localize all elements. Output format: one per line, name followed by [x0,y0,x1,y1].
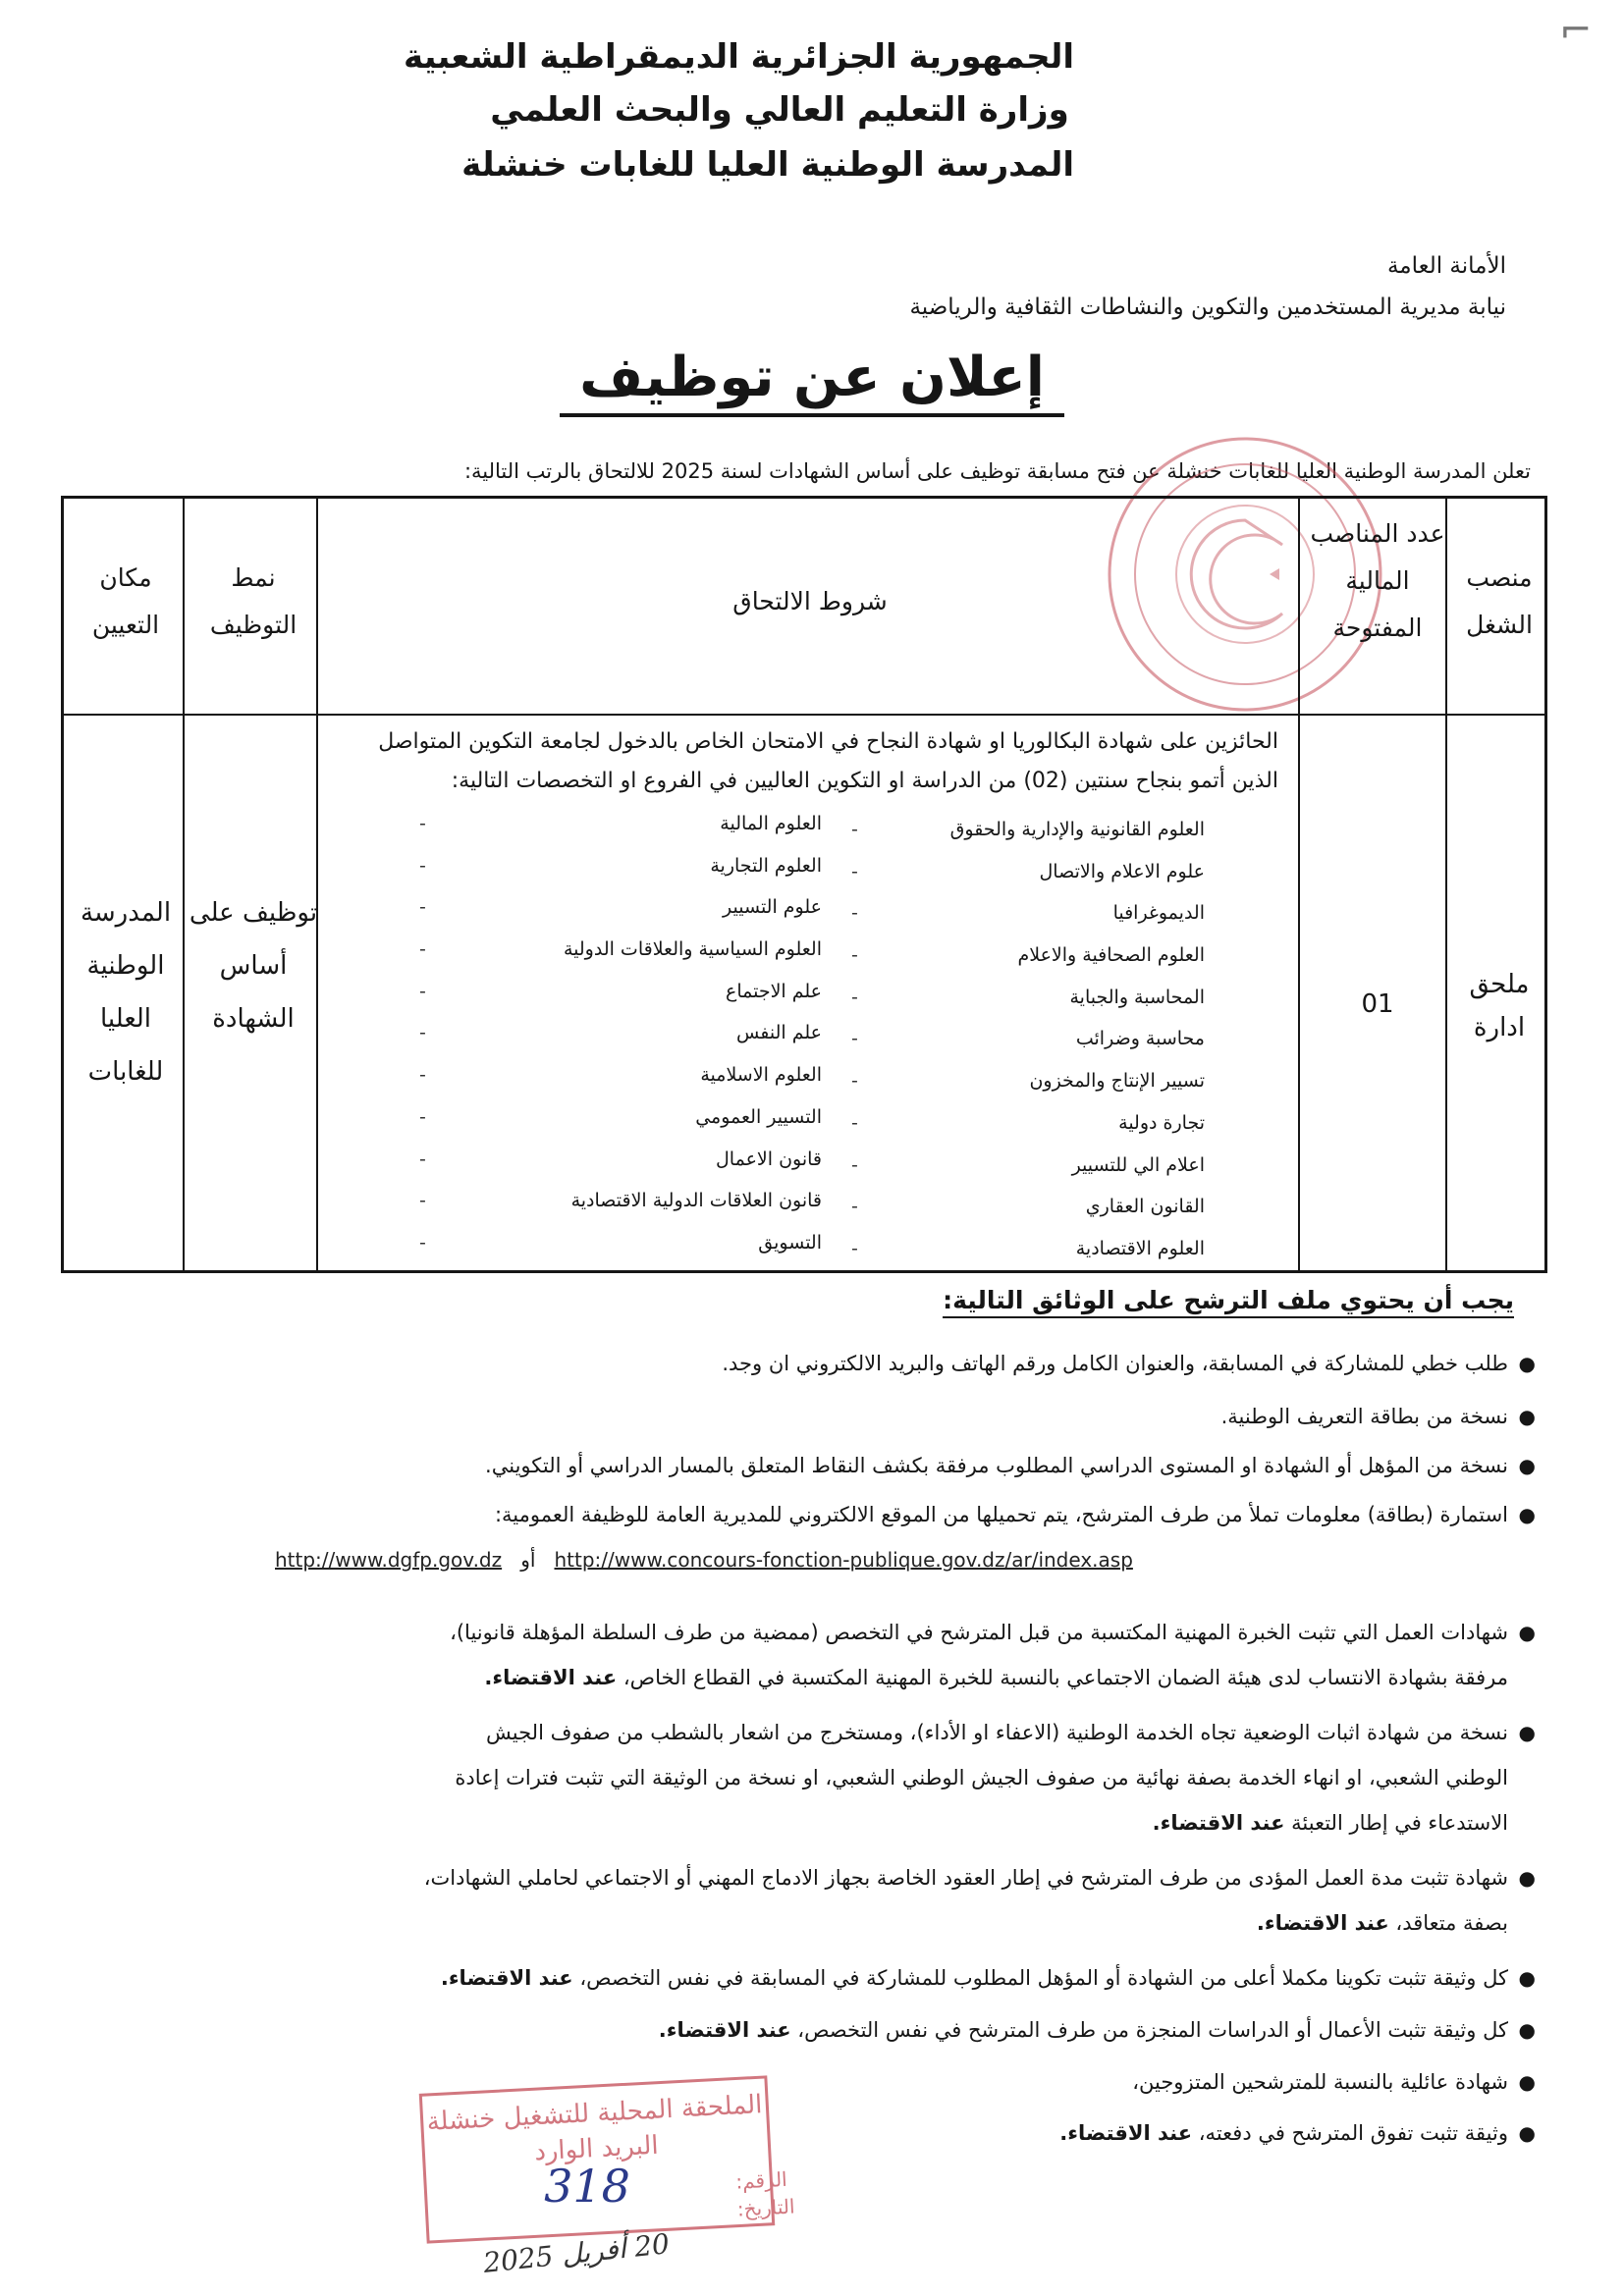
header-position: منصب الشغل [1466,563,1533,639]
inbox-date: 20 أفريل 2025 [481,2227,672,2279]
announcement-intro: تعلن المدرسة الوطنية العليا للغابات خنشلة عن فتح مسابقة توظيف على أساس الشهادات لسنة 2025 للالتحاق بالرتب التالية: [463,459,1531,483]
list-item: العلوم الاقتصادية - [881,1229,1205,1271]
list-item: ● استمارة (بطاقة) معلومات تملأ من طرف المترشح، يتم تحميلها من الموقع الالكتروني للمديرية العامة للوظيفة العمومية: [118,1492,1508,1537]
bullet-icon: ● [1518,1352,1536,1375]
list-item: ● شهادات العمل التي تثبت الخبرة المهنية المكتسبة من قبل المترشح في التخصص (ممضية من طرف السلطة المؤهلة قانونيا)، مرفقة بشهادة الانتساب لدى هيئة الضمان الاجتماعي بالنسبة للخبرة المهنية المكتسبة في القطاع الخاص، عند الاقتضاء. [118,1610,1508,1700]
bullet-icon: ● [1518,1503,1536,1526]
announcement-title: إعلان عن توظيف [0,346,1624,409]
row-location: المدرسة الوطنية العليا للغابات [80,898,172,1087]
row-position: ملحق ادارة [1469,970,1530,1042]
list-item: العلوم السياسية والعلاقات الدولية - [449,930,822,972]
list-item: التسويق - [449,1223,822,1265]
list-item: ● نسخة من شهادة اثبات الوضعية تجاه الخدمة الوطنية (الاعفاء او الأداء)، ومستخرج من اشعار بالشطب من صفوف الجيش الوطني الشعبي، او انهاء الخدمة بصفة نهائية من صفوف الجيش الوطني الشعبي، او نسخة من الوثيقة التي تثبت فترات إعادة الاستدعاء في إطار التعبئة عند الاقتضاء. [118,1710,1508,1845]
general-secretariat: الأمانة العامة [1386,253,1506,279]
list-item: اعلام الي للتسيير - [881,1146,1205,1188]
list-item: علوم الاعلام والاتصال - [881,852,1205,894]
list-item: علم النفس - [449,1013,822,1055]
list-item: العلوم المالية - [449,804,822,846]
list-item: ● نسخة من بطاقة التعريف الوطنية. [118,1394,1508,1439]
list-item: العلوم الصحافية والاعلام - [881,935,1205,978]
positions-table [61,496,1547,1273]
list-item: ● وثيقة تثبت تفوق المترشح في دفعته، عند الاقتضاء. [118,2110,1508,2156]
bullet-icon: ● [1518,2018,1536,2042]
url-separator: أو [520,1548,536,1572]
bullet-icon: ● [1518,2070,1536,2094]
inbox-number: 318 [544,2160,630,2213]
row-recruitment-mode: توظيف على أساس الشهادة [189,898,318,1034]
list-item: العلوم التجارية - [449,846,822,888]
list-item: ● طلب خطي للمشاركة في المسابقة، والعنوان الكامل ورقم الهاتف والبريد الالكتروني ان وجد. [118,1341,1508,1386]
header-conditions: شروط الالتحاق [732,587,888,615]
inbox-date-label: التاريخ: [736,2194,796,2221]
list-item: العلوم الاسلامية - [449,1055,822,1097]
list-item: علم الاجتماع - [449,972,822,1014]
concours-link[interactable]: http://www.concours-fonction-publique.gov.dz/ar/index.asp [554,1548,1133,1572]
header-recruitment-mode: نمط التوظيف [209,563,298,639]
school-header: المدرسة الوطنية العليا للغابات خنشلة [461,145,1074,185]
list-item: ● كل وثيقة تثبت تكوينا مكملا أعلى من الشهادة أو المؤهل المطلوب للمشاركة في المسابقة في نفس التخصص، عند الاقتضاء. [118,1955,1508,2001]
conditions-line-2: الذين أتمو بنجاح سنتين (02) من الدراسة او التكوين العاليين في الفروع او التخصصات التالية: [451,769,1278,793]
bullet-icon: ● [1518,1966,1536,1990]
bullet-icon: ● [1518,1621,1536,1644]
specialties-left-column [449,804,822,1265]
list-item: العلوم القانونية والإدارية والحقوق - [881,810,1205,852]
list-item: علوم التسيير - [449,887,822,930]
bullet-icon: ● [1518,1721,1536,1744]
list-item: ● كل وثيقة تثبت الأعمال أو الدراسات المنجزة من طرف المترشح في نفس التخصص، عند الاقتضاء. [118,2007,1508,2053]
documents-heading: يجب أن يحتوي ملف الترشح على الوثائق التالية: [943,1286,1514,1318]
list-item: ● شهادة تثبت مدة العمل المؤدى من طرف المترشح في إطار العقود الخاصة بجهاز الادماج المهني أو الاجتماعي لحاملي الشهادات، بصفة متعاقد، عند الاقتضاء. [118,1855,1508,1946]
list-item: القانون العقاري - [881,1187,1205,1229]
list-item: قانون الاعمال - [449,1140,822,1182]
list-item: ● نسخة من المؤهل أو الشهادة او المستوى الدراسي المطلوب مرفقة بكشف النقاط المتعلق بالمسار الدراسي أو التكويني. [118,1443,1508,1488]
bullet-icon: ● [1518,2121,1536,2145]
bullet-icon: ● [1518,1454,1536,1477]
row-open-posts: 01 [1361,989,1394,1019]
bullet-icon: ● [1518,1866,1536,1890]
header-open-posts: عدد المناصب المالية المفتوحة [1310,519,1445,642]
inbox-number-label: الرقم: [734,2166,788,2194]
list-item: التسيير العمومي - [449,1097,822,1140]
inbox-stamp-label: البريد الوارد [533,2130,660,2167]
list-item: تجارة دولية - [881,1103,1205,1146]
list-item: ● شهادة عائلية بالنسبة للمترشحين المتزوجين، [118,2059,1508,2105]
republic-header: الجمهورية الجزائرية الديمقراطية الشعبية [404,37,1074,77]
list-item: تسيير الإنتاج والمخزون - [881,1061,1205,1103]
sub-directorate: نيابة مديرية المستخدمين والتكوين والنشاطات الثقافية والرياضية [909,294,1506,320]
conditions-cell [320,714,1298,1273]
list-item: الديموغرافيا - [881,893,1205,935]
header-location: مكان التعيين [91,563,160,639]
inbox-stamp [410,2076,796,2279]
list-item: المحاسبة والجباية - [881,978,1205,1020]
list-item: محاسبة وضرائب - [881,1019,1205,1061]
conditions-line-1: الحائزين على شهادة البكالوريا او شهادة النجاح في الامتحان الخاص بالدخول لجامعة التكوين المتواصل [378,729,1278,754]
inbox-stamp-title: الملحقة المحلية للتشغيل خنشلة [425,2090,764,2137]
dgfp-link[interactable]: http://www.dgfp.gov.dz [275,1548,503,1572]
bullet-icon: ● [1518,1405,1536,1428]
ministry-header: وزارة التعليم العالي والبحث العلمي [490,90,1069,130]
corner-mark: ⌐ [1559,8,1593,53]
list-item: قانون العلاقات الدولية الاقتصادية - [449,1181,822,1223]
specialties-right-column [881,810,1205,1271]
form-download-links [275,1548,1133,1572]
